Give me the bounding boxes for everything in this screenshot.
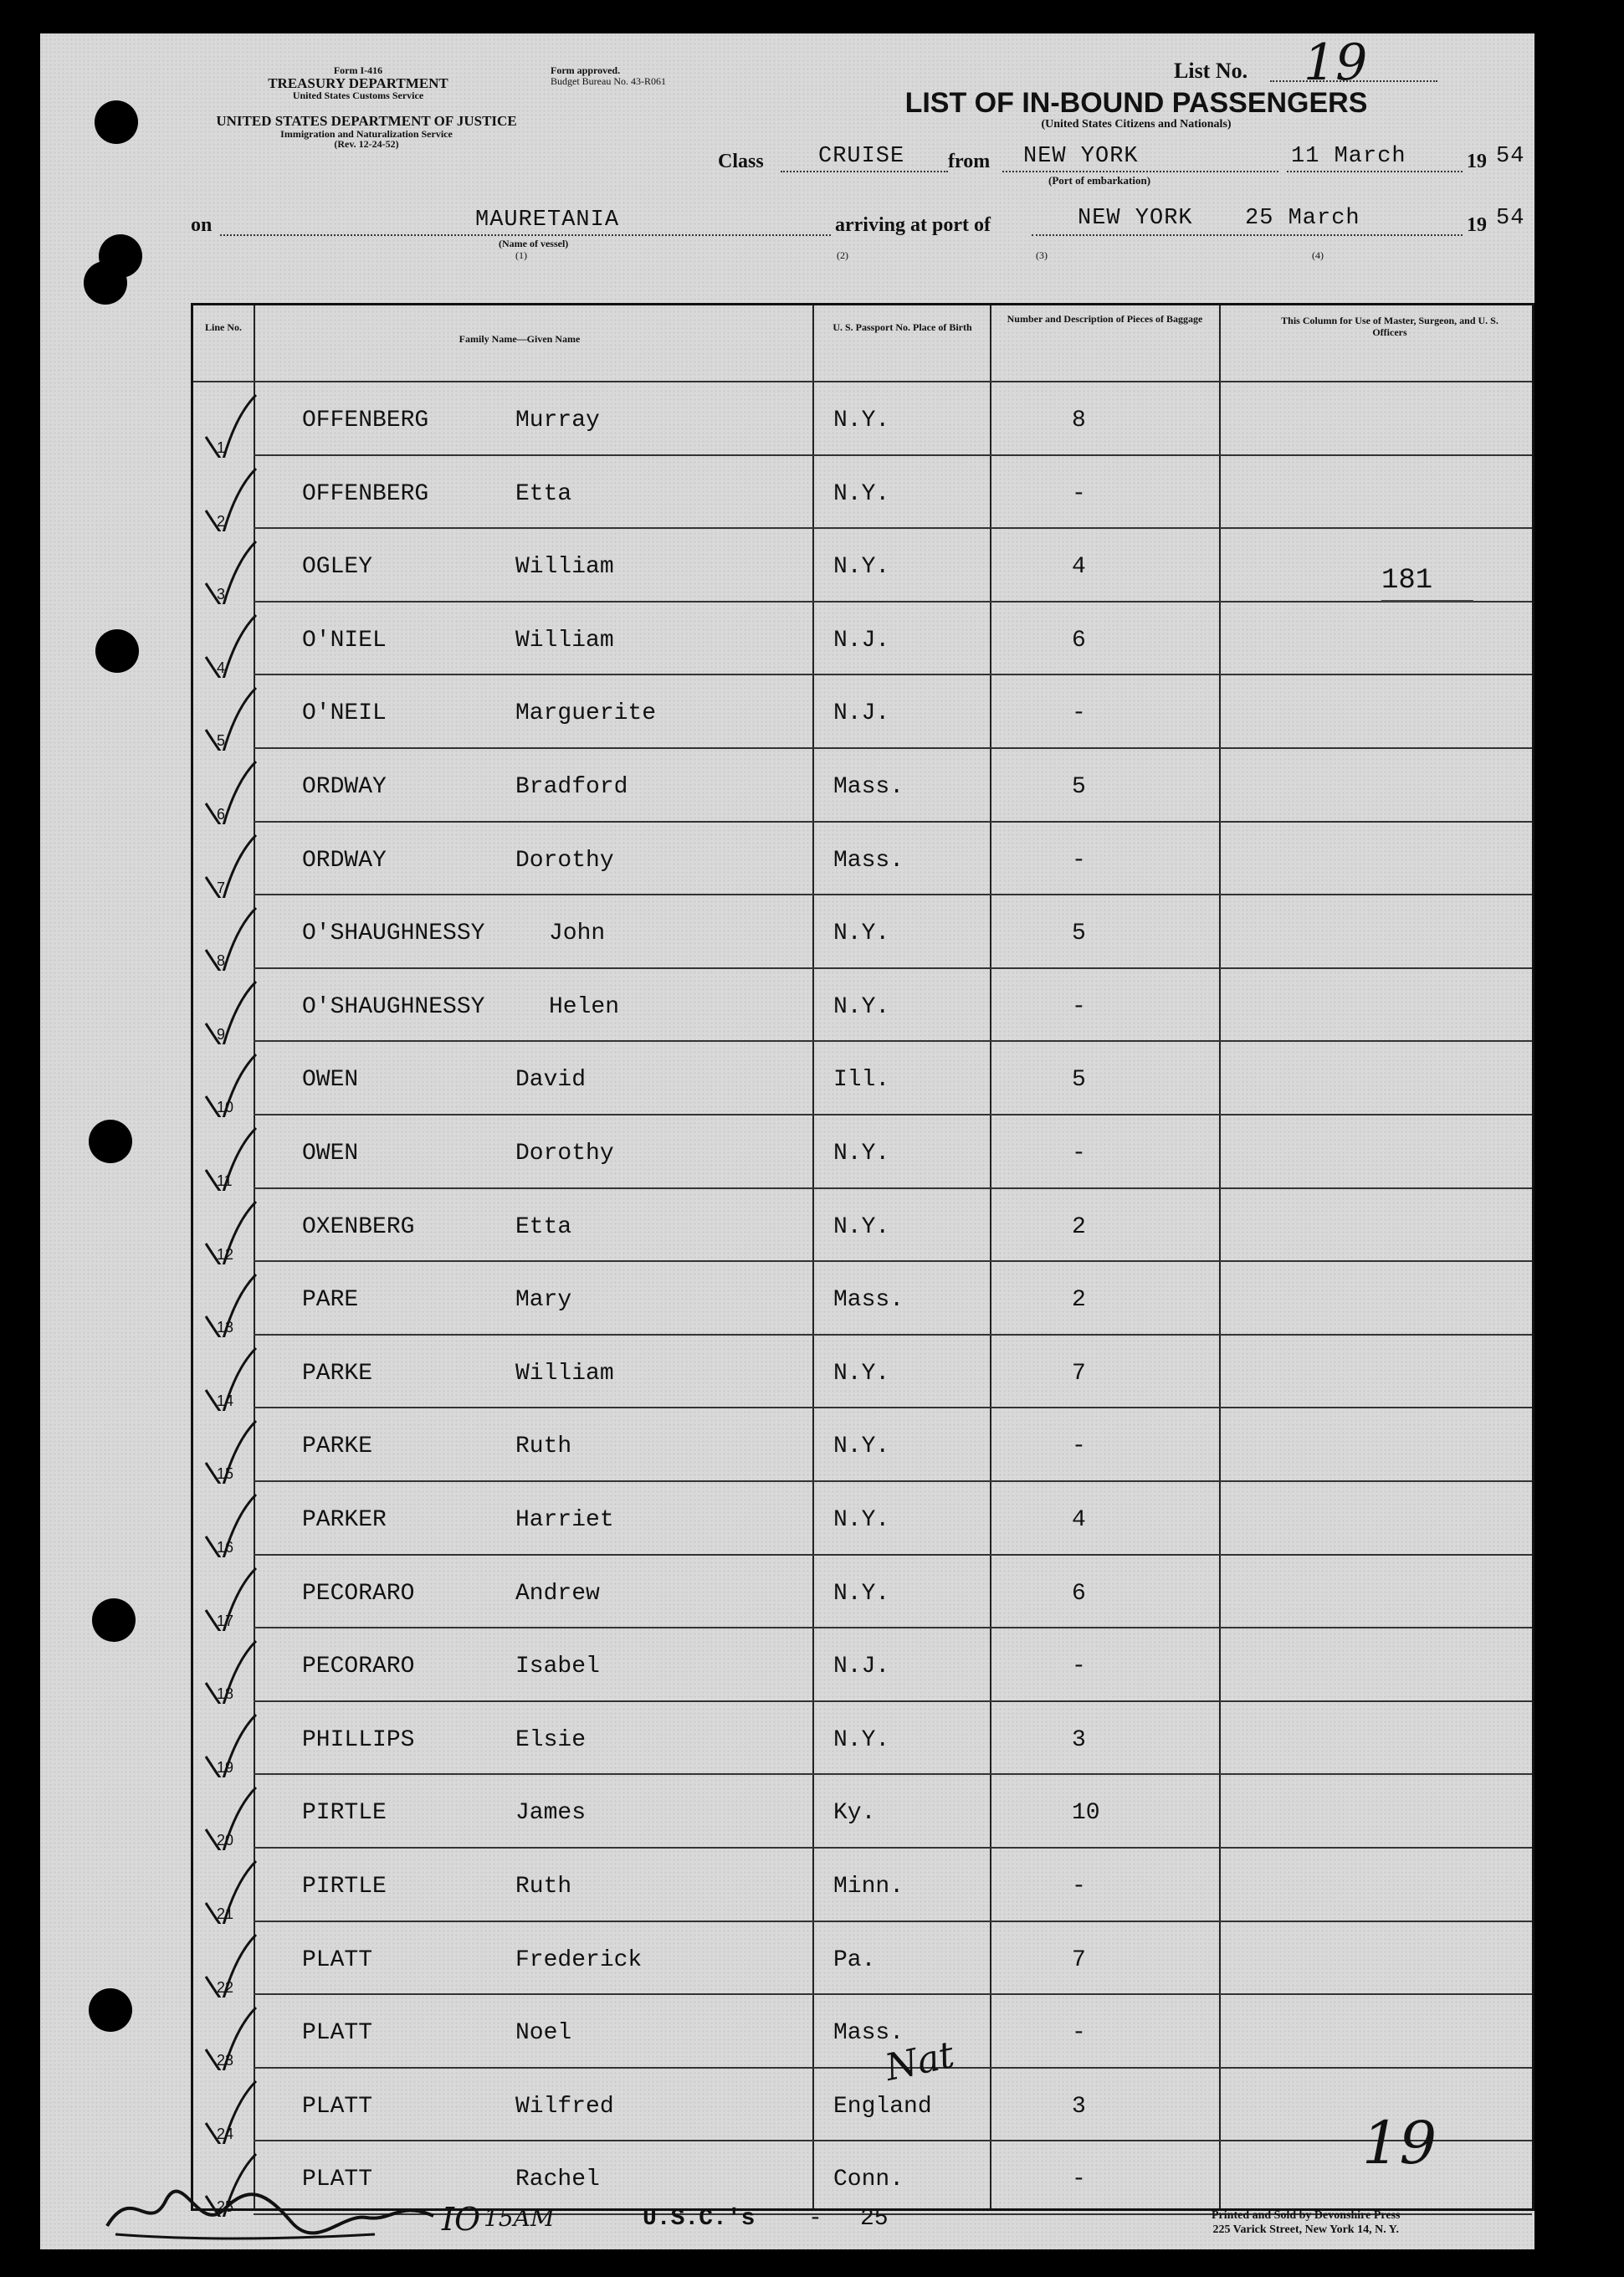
budget-bureau: Budget Bureau No. 43-R061 [551, 74, 666, 87]
class-label: Class [718, 151, 764, 172]
officer-note-underline [1381, 600, 1473, 602]
family-name: O'SHAUGHNESSY [302, 921, 485, 947]
place-of-birth: Ky. [833, 1800, 876, 1827]
signature-suffix: IO [442, 2201, 481, 2238]
place-of-birth: Mass. [833, 774, 904, 800]
baggage-count: 3 [1072, 1726, 1086, 1753]
punch-hole [89, 1120, 132, 1163]
place-of-birth: N.Y. [833, 480, 890, 507]
arrival-year-prefix: 19 [1467, 214, 1487, 236]
given-name: Rachel [515, 2167, 600, 2193]
budget-block [551, 65, 735, 86]
given-name: Ruth [515, 1874, 572, 1900]
place-of-birth: N.Y. [833, 1726, 890, 1753]
signature-scrawl [99, 2176, 484, 2251]
family-name: PLATT [302, 2020, 373, 2047]
line-number: 15 [217, 1465, 234, 1483]
handwritten-nat: Nat [881, 2033, 958, 2090]
title-block [885, 89, 1387, 131]
line-number: 4 [217, 659, 226, 676]
given-name: Noel [515, 2020, 572, 2047]
arriving-label: arriving at port of [835, 214, 991, 236]
line-number: 13 [217, 1319, 234, 1336]
baggage-count: - [1072, 1874, 1086, 1900]
col-num-3: (3) [1036, 249, 1048, 261]
place-of-birth: N.Y. [833, 554, 890, 581]
punch-hole [95, 629, 139, 673]
given-name: Marguerite [515, 700, 657, 727]
given-name: Ruth [515, 1433, 572, 1460]
line-number: 14 [217, 1392, 234, 1409]
depart-date-line [1287, 171, 1463, 172]
form-header-left [216, 65, 500, 101]
given-name: Dorothy [515, 847, 614, 874]
line-number: 1 [217, 439, 226, 456]
family-name: PECORARO [302, 1654, 415, 1680]
printer-line-1: Printed and Sold by Devonshire Press [1212, 2209, 1401, 2222]
place-of-birth: N.Y. [833, 1141, 890, 1167]
page-title: LIST OF IN-BOUND PASSENGERS [904, 87, 1368, 119]
baggage-count: - [1072, 1141, 1086, 1167]
given-name: Frederick [515, 1946, 643, 1973]
col-num-4: (4) [1312, 249, 1324, 261]
line-number: 5 [217, 732, 226, 750]
printer-credit [1212, 2209, 1400, 2238]
baggage-count: 7 [1072, 1946, 1086, 1973]
table-row [193, 1702, 1532, 1776]
family-name: OFFENBERG [302, 408, 429, 433]
baggage-count: 5 [1072, 774, 1086, 800]
family-name: PHILLIPS [302, 1726, 415, 1753]
table-row [193, 2069, 1532, 2142]
place-of-birth: England [833, 2093, 932, 2120]
given-name: Elsie [515, 1726, 587, 1753]
given-name: William [515, 1360, 614, 1387]
line-number: 12 [217, 1245, 234, 1263]
table-row [193, 1262, 1532, 1336]
place-of-birth: N.Y. [833, 993, 890, 1020]
depart-date: 11 March [1291, 144, 1406, 169]
col-header-officers: This Column for Use of Master, Surgeon, and U. S. Officers [1281, 315, 1498, 338]
checkmark-icon [202, 757, 260, 824]
checkmark-icon [202, 391, 260, 458]
baggage-count: 6 [1072, 1580, 1086, 1607]
line-number: 9 [217, 1025, 226, 1043]
treasury-dept: TREASURY DEPARTMENT [268, 74, 448, 91]
justice-dept: UNITED STATES DEPARTMENT OF JUSTICE [216, 113, 517, 129]
given-name: Helen [549, 993, 620, 1020]
checkmark-icon [202, 977, 260, 1044]
place-of-birth: Conn. [833, 2167, 904, 2193]
family-name: PIRTLE [302, 1800, 387, 1827]
table-row [193, 1336, 1532, 1409]
place-of-birth: Pa. [833, 1946, 876, 1973]
given-name: Murray [515, 408, 600, 433]
baggage-count: 2 [1072, 1287, 1086, 1314]
given-name: Harriet [515, 1507, 614, 1533]
form-number: Form I-416 [333, 64, 383, 76]
place-of-birth: N.Y. [833, 1580, 890, 1607]
usc-label: U.S.C.'s [643, 2206, 756, 2232]
family-name: PLATT [302, 2167, 373, 2193]
line-number: 18 [217, 1685, 234, 1703]
handwritten-count: 19 [1362, 2109, 1437, 2177]
baggage-count: - [1072, 1433, 1086, 1460]
table-row [193, 529, 1532, 603]
place-of-birth: N.J. [833, 627, 890, 654]
list-no-value: 19 [1304, 33, 1368, 92]
form-approved: Form approved. [551, 64, 621, 76]
given-name: John [549, 921, 606, 947]
place-of-birth: N.J. [833, 700, 890, 727]
checkmark-icon [202, 904, 260, 971]
table-row [193, 675, 1532, 749]
family-name: PECORARO [302, 1580, 415, 1607]
line-number: 3 [217, 586, 226, 603]
arrival-year: 54 [1496, 206, 1525, 231]
officer-note: 181 [1381, 565, 1433, 597]
punch-hole [89, 1988, 132, 2032]
family-name: O'NEIL [302, 700, 387, 727]
baggage-count: 6 [1072, 627, 1086, 654]
family-name: OWEN [302, 1067, 359, 1094]
table-row [193, 895, 1532, 969]
baggage-count: - [1072, 1654, 1086, 1680]
place-of-birth: N.Y. [833, 1507, 890, 1533]
baggage-count: 5 [1072, 1067, 1086, 1094]
arrival-line [1032, 234, 1463, 236]
class-value: CRUISE [818, 144, 905, 169]
family-name: O'NIEL [302, 627, 387, 654]
col-header-baggage: Number and Description of Pieces of Baggage [1007, 313, 1203, 325]
place-of-birth: Mass. [833, 847, 904, 874]
place-of-birth: N.Y. [833, 921, 890, 947]
punch-hole [92, 1598, 136, 1642]
baggage-count: 3 [1072, 2093, 1086, 2120]
col-header-line: Line No. [204, 321, 242, 333]
arrival-date: 25 March [1245, 206, 1360, 231]
baggage-count: - [1072, 2167, 1086, 2193]
usc-dash: - [808, 2206, 822, 2232]
place-of-birth: N.Y. [833, 1360, 890, 1387]
given-name: William [515, 627, 614, 654]
table-row [193, 1922, 1532, 1996]
table-row [193, 1628, 1532, 1702]
from-line [1002, 171, 1278, 172]
family-name: O'SHAUGHNESSY [302, 993, 485, 1020]
baggage-count: - [1072, 700, 1086, 727]
customs-service: United States Customs Service [292, 90, 424, 102]
class-line [781, 171, 948, 172]
page-subtitle: (United States Citizens and Nationals) [1041, 117, 1232, 131]
on-label: on [191, 214, 213, 236]
baggage-count: 7 [1072, 1360, 1086, 1387]
col-num-2: (2) [837, 249, 848, 261]
baggage-count: - [1072, 993, 1086, 1020]
family-name: OGLEY [302, 554, 373, 581]
family-name: PLATT [302, 2093, 373, 2120]
punch-hole [95, 100, 138, 144]
col-header-name: Family Name—Given Name [459, 333, 581, 345]
printer-line-2: 225 Varick Street, New York 14, N. Y. [1212, 2223, 1400, 2236]
given-name: Bradford [515, 774, 628, 800]
vessel-line [220, 234, 831, 236]
table-row [193, 1775, 1532, 1849]
baggage-count: 8 [1072, 408, 1086, 433]
place-of-birth: Ill. [833, 1067, 890, 1094]
given-name: Isabel [515, 1654, 600, 1680]
table-row [193, 456, 1532, 530]
given-name: Andrew [515, 1580, 600, 1607]
vessel-note: (Name of vessel) [499, 238, 569, 249]
checkmark-icon [202, 831, 260, 898]
baggage-count: - [1072, 2020, 1086, 2047]
line-number: 21 [217, 1905, 234, 1922]
place-of-birth: N.Y. [833, 1213, 890, 1240]
family-name: OWEN [302, 1141, 359, 1167]
list-no-label: List No. [1174, 59, 1248, 83]
line-number: 8 [217, 952, 226, 970]
family-name: PARKE [302, 1433, 373, 1460]
table-row [193, 969, 1532, 1043]
baggage-count: 10 [1072, 1800, 1100, 1827]
given-name: Wilfred [515, 2093, 614, 2120]
table-row [193, 823, 1532, 896]
line-number: 10 [217, 1099, 234, 1116]
place-of-birth: Minn. [833, 1874, 904, 1900]
baggage-count: - [1072, 847, 1086, 874]
given-name: Mary [515, 1287, 572, 1314]
table-row [193, 1556, 1532, 1629]
baggage-count: 5 [1072, 921, 1086, 947]
place-of-birth: N.J. [833, 1654, 890, 1680]
table-row [193, 382, 1532, 456]
given-name: Etta [515, 1213, 572, 1240]
vessel-name: MAURETANIA [475, 208, 620, 233]
punch-hole [84, 261, 127, 305]
manifest-sheet [40, 33, 1534, 2249]
table-row [193, 1115, 1532, 1189]
line-number: 16 [217, 1539, 234, 1556]
checkmark-icon [202, 464, 260, 531]
table-row [193, 1849, 1532, 1922]
checkmark-icon [202, 684, 260, 751]
from-label: from [948, 151, 991, 172]
line-number: 2 [217, 512, 226, 530]
given-name: Etta [515, 480, 572, 507]
family-name: ORDWAY [302, 847, 387, 874]
table-row [193, 1482, 1532, 1556]
place-of-birth: Mass. [833, 2020, 904, 2047]
given-name: William [515, 554, 614, 581]
embark-note: (Port of embarkation) [1048, 174, 1151, 187]
table-row [193, 749, 1532, 823]
baggage-count: 4 [1072, 1507, 1086, 1533]
family-name: OFFENBERG [302, 480, 429, 507]
place-of-birth: N.Y. [833, 408, 890, 433]
col-header-passport: U. S. Passport No. Place of Birth [832, 321, 972, 333]
given-name: David [515, 1067, 587, 1094]
family-name: PIRTLE [302, 1874, 387, 1900]
family-name: PARKER [302, 1507, 387, 1533]
family-name: OXENBERG [302, 1213, 415, 1240]
line-number: 23 [217, 2052, 234, 2069]
family-name: ORDWAY [302, 774, 387, 800]
stamp-text: 15AM [484, 2204, 555, 2232]
line-number: 6 [217, 806, 226, 823]
baggage-count: 4 [1072, 554, 1086, 581]
depart-year-prefix: 19 [1467, 151, 1487, 172]
table-row [193, 603, 1532, 676]
col-num-1: (1) [515, 249, 527, 261]
table-row [193, 1189, 1532, 1263]
table-row [193, 1408, 1532, 1482]
checkmark-icon [202, 611, 260, 678]
line-number: 19 [217, 1758, 234, 1776]
family-name: PARKE [302, 1360, 373, 1387]
depart-year: 54 [1496, 144, 1525, 169]
baggage-count: - [1072, 480, 1086, 507]
line-number: 22 [217, 1978, 234, 1996]
ins-service: Immigration and Naturalization Service [280, 127, 453, 140]
line-number: 20 [217, 1832, 234, 1849]
place-of-birth: Mass. [833, 1287, 904, 1314]
line-number: 25 [217, 2198, 234, 2216]
place-of-birth: N.Y. [833, 1433, 890, 1460]
line-number: 17 [217, 1612, 234, 1629]
revision: (Rev. 12-24-52) [334, 138, 399, 151]
baggage-count: 2 [1072, 1213, 1086, 1240]
line-number: 7 [217, 879, 226, 896]
justice-header [170, 114, 563, 150]
line-number: 11 [217, 1172, 233, 1189]
given-name: Dorothy [515, 1141, 614, 1167]
table-row [193, 1995, 1532, 2069]
given-name: James [515, 1800, 587, 1827]
arrival-port: NEW YORK [1078, 206, 1193, 231]
from-value: NEW YORK [1023, 144, 1139, 169]
usc-total: 25 [860, 2206, 889, 2232]
line-number: 24 [217, 2125, 234, 2142]
family-name: PARE [302, 1287, 359, 1314]
family-name: PLATT [302, 1946, 373, 1973]
checkmark-icon [202, 537, 260, 604]
table-row [193, 1042, 1532, 1115]
